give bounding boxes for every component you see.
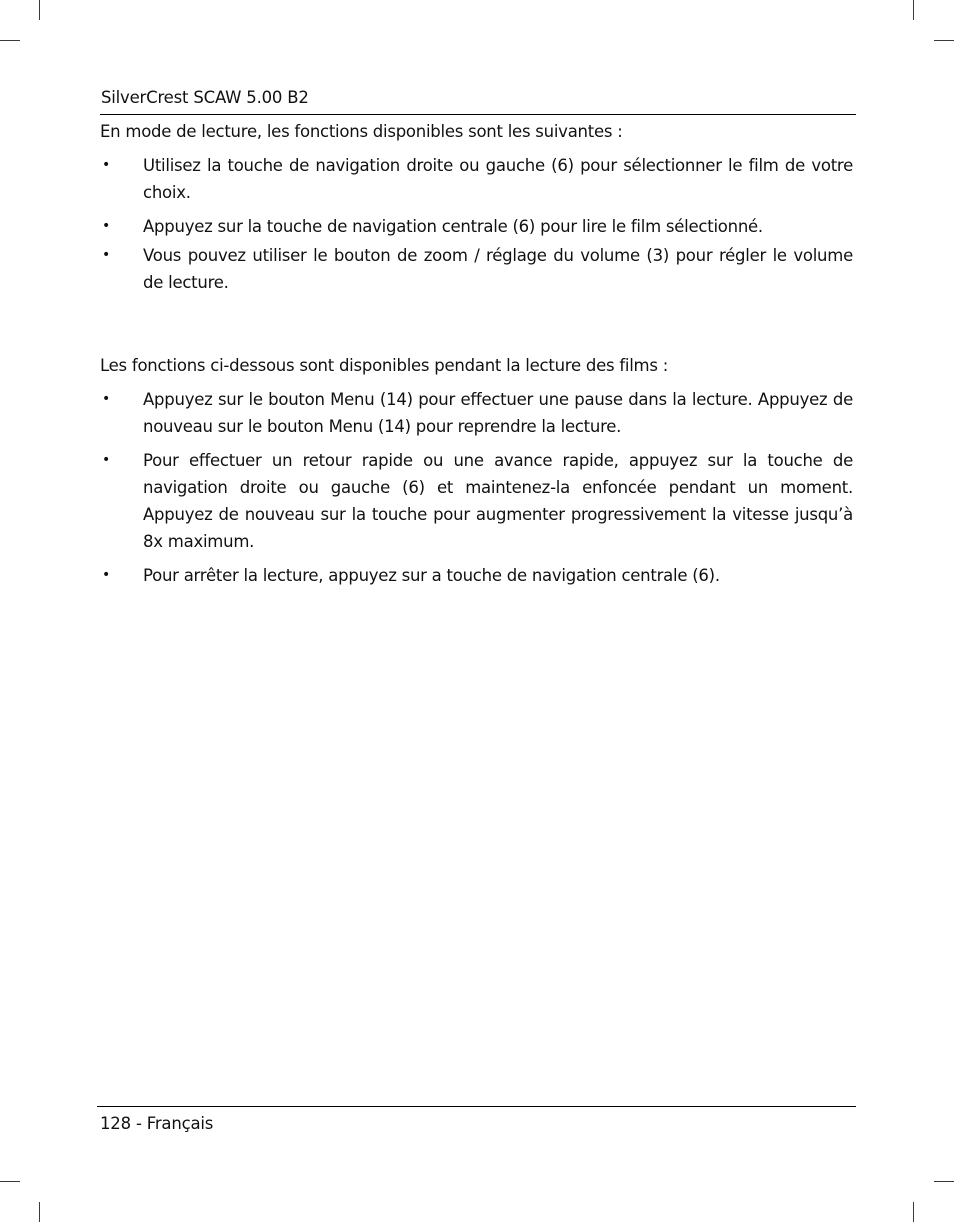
bullet-icon: • (102, 218, 111, 234)
crop-mark-top-left-h (0, 40, 20, 41)
bullet-icon: • (102, 452, 111, 468)
section1-intro: En mode de lecture, les fonctions disponibles sont les suivantes : (100, 122, 623, 141)
bullet-icon: • (102, 157, 111, 173)
list-item (100, 562, 853, 589)
list-item (100, 242, 853, 296)
list-item-text: Appuyez sur la touche de navigation centrale (6) pour lire le film sélectionné. (143, 217, 763, 236)
page-content (100, 117, 853, 596)
list-item-text: Vous pouvez utiliser le bouton de zoom / réglage du volume (3) pour régler le volume de lecture. (143, 246, 853, 292)
list-item-text: Pour effectuer un retour rapide ou une avance rapide, appuyez sur la touche de navigation droite ou gauche (6) et maintenez-la enfoncée pendant un moment. Appuyez de nouveau sur la touche pour augmenter progressivement la vitesse jusqu’à 8x maximum. (143, 451, 853, 551)
page-footer (97, 1106, 856, 1133)
list-item (100, 152, 853, 206)
document-title: SilverCrest SCAW 5.00 B2 (101, 88, 309, 107)
list-item-text: Utilisez la touche de navigation droite ou gauche (6) pour sélectionner le film de votre choix. (143, 156, 853, 202)
list-item-text: Appuyez sur le bouton Menu (14) pour effectuer une pause dans la lecture. Appuyez de nouveau sur le bouton Menu (14) pour reprendre la lecture. (143, 390, 853, 436)
section1-bullet-list (100, 152, 853, 296)
section-spacer (100, 303, 853, 351)
page-header (100, 86, 856, 115)
crop-mark-top-right-h (934, 40, 954, 41)
crop-mark-bottom-left (39, 1202, 40, 1222)
bullet-icon: • (102, 567, 111, 583)
list-item-text: Pour arrêter la lecture, appuyez sur a touche de navigation centrale (6). (143, 566, 720, 585)
section2-bullet-list (100, 386, 853, 589)
list-item (100, 447, 853, 555)
crop-mark-bottom-right-h (934, 1181, 954, 1182)
bullet-icon: • (102, 391, 111, 407)
list-item (100, 386, 853, 440)
crop-mark-bottom-right (913, 1202, 914, 1222)
list-item (100, 213, 853, 240)
bullet-icon: • (102, 247, 111, 263)
page-number: 128 - Français (100, 1114, 214, 1133)
section2-intro: Les fonctions ci-dessous sont disponibles pendant la lecture des films : (100, 356, 669, 375)
crop-mark-top-left (39, 0, 40, 20)
crop-mark-top-right (913, 0, 914, 20)
crop-mark-bottom-left-h (0, 1181, 20, 1182)
